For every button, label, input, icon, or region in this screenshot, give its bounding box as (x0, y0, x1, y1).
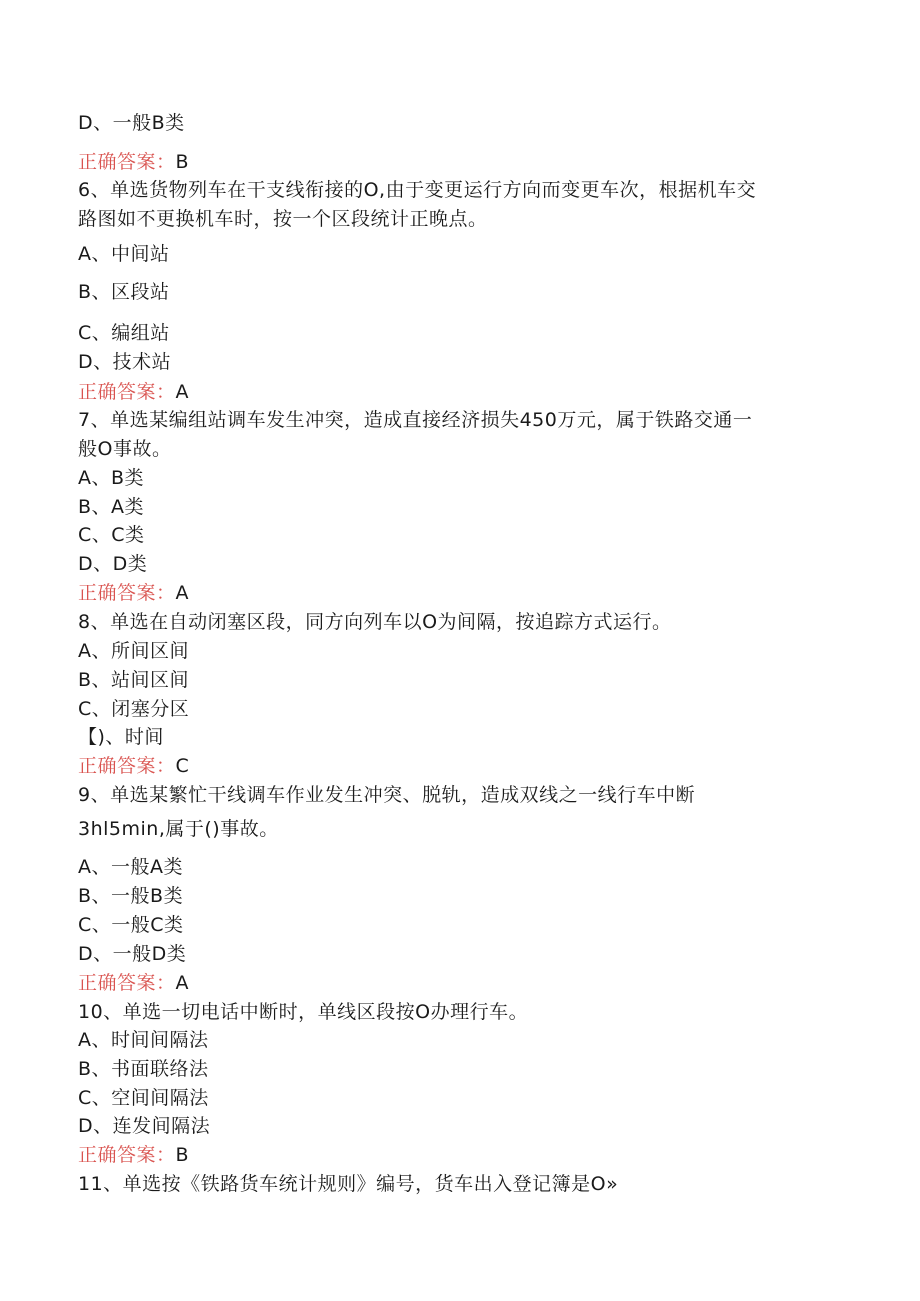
option-a-q7: A、B类 (78, 467, 145, 489)
question-6-line-1: 6、单选货物列车在干支线衔接的O,由于变更运行方向而变更车次，根据机车交 (78, 179, 757, 201)
question-8: 8、单选在自动闭塞区段，同方向列车以O为间隔，按追踪方式运行。 (78, 611, 672, 633)
answer-label: 正确答案： (78, 381, 176, 403)
option-b-q10: B、书面联络法 (78, 1058, 209, 1080)
option-d-q6: D、技术站 (78, 351, 172, 373)
question-9-line-2: 3hl5min,属于()事故。 (78, 818, 279, 840)
option-a-q8: A、所间区间 (78, 640, 189, 662)
option-c-q6: C、编组站 (78, 322, 170, 344)
question-11: 11、单选按《铁路货车统计规则》编号，货车出入登记簿是O» (78, 1173, 619, 1195)
answer-value: A (175, 582, 190, 604)
option-d-q5: D、一般B类 (78, 112, 185, 134)
answer-value: A (175, 381, 190, 403)
option-c-q10: C、空间间隔法 (78, 1087, 209, 1109)
option-b-q6: B、区段站 (78, 281, 170, 303)
answer-value: B (175, 151, 190, 173)
option-c-q8: C、闭塞分区 (78, 698, 190, 720)
question-7-line-2: 般O事故。 (78, 438, 172, 460)
option-b-q7: B、A类 (78, 496, 145, 518)
option-d-q10: D、连发间隔法 (78, 1115, 211, 1137)
option-d-q8: 【)、时间 (78, 726, 164, 748)
answer-label: 正确答案： (78, 755, 176, 777)
option-a-q9: A、一般A类 (78, 856, 183, 878)
option-c-q9: C、一般C类 (78, 914, 184, 936)
option-c-q7: C、C类 (78, 524, 145, 546)
question-6-line-2: 路图如不更换机车时，按一个区段统计正晚点。 (78, 208, 488, 230)
answer-label: 正确答案： (78, 972, 176, 994)
answer-q5 (78, 149, 189, 175)
option-d-q9: D、一般D类 (78, 943, 187, 965)
answer-q8 (78, 753, 189, 779)
option-b-q8: B、站间区间 (78, 669, 190, 691)
answer-value: A (175, 972, 190, 994)
question-9-line-1: 9、单选某繁忙干线调车作业发生冲突、脱轨，造成双线之一线行车中断 (78, 784, 696, 806)
answer-q10 (78, 1142, 189, 1168)
answer-label: 正确答案： (78, 151, 176, 173)
answer-label: 正确答案： (78, 582, 176, 604)
option-a-q6: A、中间站 (78, 243, 170, 265)
answer-q9 (78, 970, 189, 996)
answer-value: C (175, 755, 190, 777)
question-10: 10、单选一切电话中断时，单线区段按O办理行车。 (78, 1001, 529, 1023)
answer-label: 正确答案： (78, 1144, 176, 1166)
option-a-q10: A、时间间隔法 (78, 1029, 209, 1051)
answer-q7 (78, 580, 189, 606)
option-d-q7: D、D类 (78, 553, 148, 575)
option-b-q9: B、一般B类 (78, 885, 184, 907)
answer-value: B (175, 1144, 190, 1166)
question-7-line-1: 7、单选某编组站调车发生冲突，造成直接经济损失450万元，属于铁路交通一 (78, 409, 753, 431)
answer-q6 (78, 379, 189, 405)
